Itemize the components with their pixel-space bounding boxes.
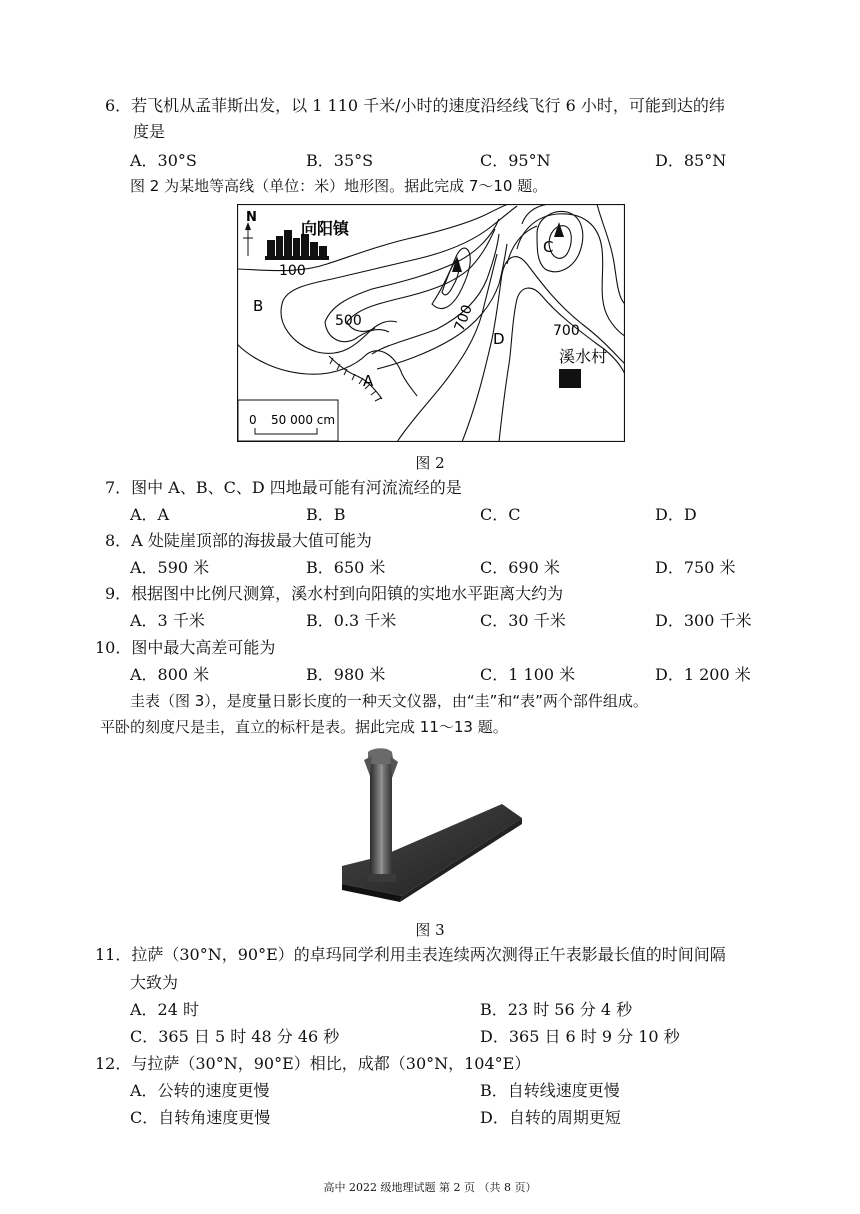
q11-option-b: B．23 时 56 分 4 秒 [480,1000,633,1019]
point-c: C [543,238,554,256]
q11-option-c: C．365 日 5 时 48 分 46 秒 [130,1027,340,1046]
q8-stem: 8．A 处陡崖顶部的海拔最大值可能为 [105,531,372,550]
q7-option-d: D．D [655,505,697,524]
q10-option-a: A．800 米 [130,665,210,684]
q10-option-b: B．980 米 [306,665,386,684]
q9-option-b: B．0.3 千米 [306,611,397,630]
q9-stem: 9．根据图中比例尺测算，溪水村到向阳镇的实地水平距离大约为 [105,584,564,603]
scale-zero: 0 [249,413,257,427]
page-footer: 高中 2022 级地理试题 第 2 页 （共 8 页） [323,1181,537,1194]
q9-option-a: A．3 千米 [130,611,205,630]
q6-option-b: B．35°S [306,151,374,170]
q6-stem-line2: 度是 [133,122,166,141]
q8-option-b: B．650 米 [306,558,386,577]
q11-stem-line1: 11．拉萨（30°N，90°E）的卓玛同学利用圭表连续两次测得正午表影最长值的时间间隔 [95,945,726,964]
q7-option-c: C．C [480,505,521,524]
q12-option-c: C．自转角速度更慢 [130,1108,271,1127]
fig3-intro-line2: 平卧的刻度尺是圭，直立的标杆是表。据此完成 11～13 题。 [100,718,508,736]
fig3-intro-line1: 圭表（图 3），是度量日影长度的一种天文仪器，由“圭”和“表”两个部件组成。 [130,692,648,710]
q11-option-d: D．365 日 6 时 9 分 10 秒 [480,1027,680,1046]
q7-stem: 7．图中 A、B、C、D 四地最可能有河流流经的是 [105,478,462,497]
q6-stem-line1: 6．若飞机从孟菲斯出发，以 1 110 千米/小时的速度沿经线飞行 6 小时，可能到达的纬 [105,96,725,115]
contour-label-100: 100 [279,263,306,279]
q7-option-b: B．B [306,505,346,524]
q12-option-a: A．公转的速度更慢 [130,1081,270,1100]
q8-option-c: C．690 米 [480,558,560,577]
q10-option-d: D．1 200 米 [655,665,751,684]
north-label: N [246,210,257,225]
q6-option-a: A．30°S [130,151,197,170]
q12-stem: 12．与拉萨（30°N，90°E）相比，成都（30°N，104°E） [95,1054,531,1073]
town-label: 向阳镇 [301,219,350,238]
q10-option-c: C．1 100 米 [480,665,576,684]
q8-option-a: A．590 米 [130,558,210,577]
contour-label-500: 500 [335,313,362,329]
point-a: A [363,372,374,390]
village-marker [559,369,581,388]
q11-stem-line2: 大致为 [130,973,179,992]
fig2-caption: 图 2 [415,454,445,472]
q12-option-d: D．自转的周期更短 [480,1108,621,1127]
contour-label-700-center: 700 [451,302,476,334]
fig2-intro: 图 2 为某地等高线（单位：米）地形图。据此完成 7～10 题。 [130,177,548,195]
q9-option-c: C．30 千米 [480,611,566,630]
village-label: 溪水村 [559,347,608,366]
q6-option-d: D．85°N [655,151,727,170]
scale-value: 50 000 cm [271,413,336,427]
contour-map [237,204,625,442]
point-b: B [253,297,264,315]
point-d: D [493,330,505,348]
fig3-caption: 图 3 [415,921,445,939]
q9-option-d: D．300 千米 [655,611,752,630]
q6-option-c: C．95°N [480,151,551,170]
q8-option-d: D．750 米 [655,558,736,577]
contour-label-700-right: 700 [553,323,580,339]
gnomon-photo [342,746,522,906]
q11-option-a: A．24 时 [130,1000,200,1019]
q7-option-a: A．A [130,505,170,524]
q10-stem: 10．图中最大高差可能为 [95,638,276,657]
q12-option-b: B．自转线速度更慢 [480,1081,620,1100]
